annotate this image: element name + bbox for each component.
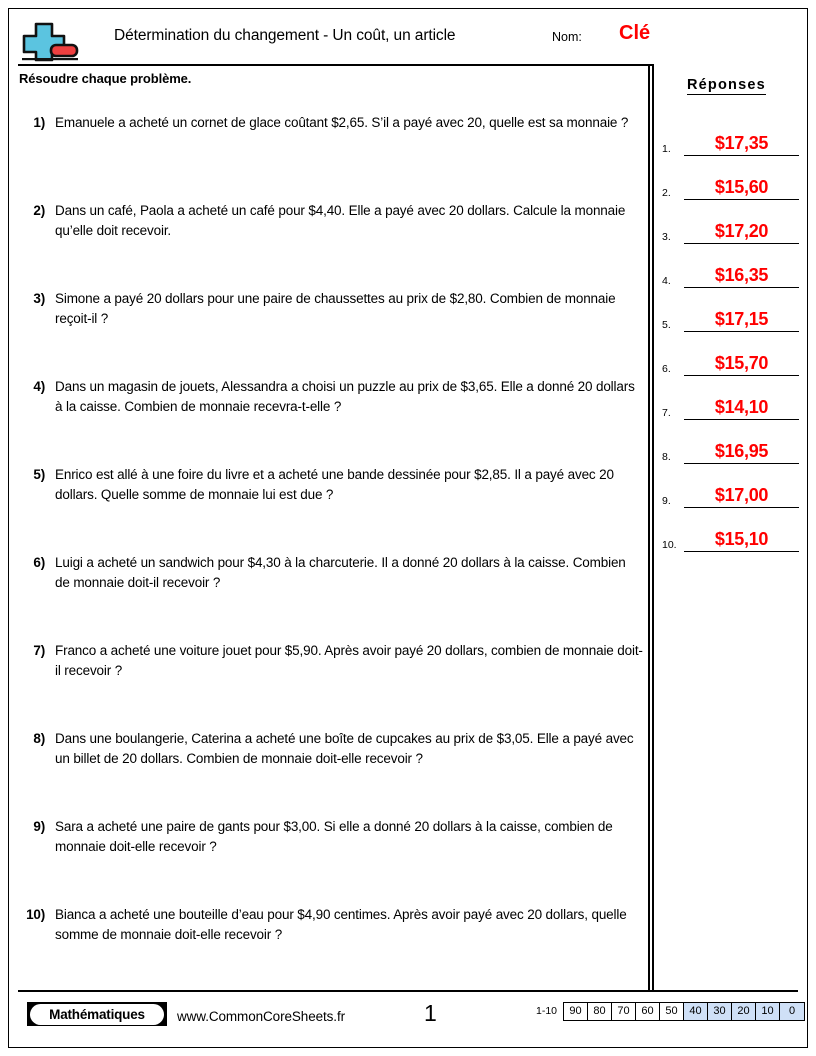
problem-text: Bianca a acheté une bouteille d’eau pour $4,90 centimes. Après avoir payé avec 20 dollars, quelle somme de monnaie doit-elle recevoir ? xyxy=(55,907,627,942)
problem-item xyxy=(25,289,643,328)
score-scale-cell[interactable]: 80 xyxy=(588,1003,612,1020)
website-url: www.CommonCoreSheets.fr xyxy=(177,1009,346,1024)
problem-text: Sara a acheté une paire de gants pour $3,00. Si elle a donné 20 dollars à la caisse, combien de monnaie doit-elle recevoir ? xyxy=(55,819,613,854)
problem-item xyxy=(25,641,643,680)
problem-number: 1) xyxy=(33,115,45,130)
score-scale-cell[interactable]: 90 xyxy=(564,1003,588,1020)
score-scale-cell[interactable]: 20 xyxy=(732,1003,756,1020)
problem-text: Dans un café, Paola a acheté un café pour $4,40. Elle a payé avec 20 dollars. Calcule la monnaie qu’elle doit recevoir. xyxy=(55,203,626,238)
name-label: Nom: xyxy=(552,30,582,44)
answer-blank[interactable] xyxy=(684,436,799,464)
problem-number: 3) xyxy=(33,291,45,306)
score-scale-cell[interactable]: 30 xyxy=(708,1003,732,1020)
problem-text: Luigi a acheté un sandwich pour $4,30 à la charcuterie. Il a donné 20 dollars à la caisse. Combien de monnaie doit-il recevoir ? xyxy=(55,555,626,590)
answer-row xyxy=(654,170,807,200)
answer-blank[interactable] xyxy=(684,172,799,200)
answer-number: 9. xyxy=(662,495,671,507)
page-title: Détermination du changement - Un coût, un article xyxy=(114,27,456,44)
problem-text: Emanuele a acheté un cornet de glace coûtant $2,65. S’il a payé avec 20, quelle est sa monnaie ? xyxy=(55,115,629,130)
problem-item xyxy=(25,817,643,856)
answer-row xyxy=(654,214,807,244)
answer-row xyxy=(654,390,807,420)
page-number: 1 xyxy=(424,1000,437,1026)
problem-item xyxy=(25,553,643,592)
problem-item xyxy=(25,905,643,944)
answer-number: 6. xyxy=(662,363,671,375)
problem-number: 9) xyxy=(33,819,45,834)
score-scale-cell[interactable]: 40 xyxy=(684,1003,708,1020)
answers-heading: Réponses xyxy=(687,77,766,93)
answer-blank[interactable] xyxy=(684,524,799,552)
problem-number: 2) xyxy=(33,203,45,218)
problem-item xyxy=(25,377,643,416)
answer-value: $16,95 xyxy=(714,441,769,461)
brand-label: Mathématiques xyxy=(30,1004,164,1025)
answer-blank[interactable] xyxy=(684,260,799,288)
problem-text: Enrico est allé à une foire du livre et a acheté une bande dessinée pour $2,85. Il a payé avec 20 dollars. Quelle somme de monnaie lui est due ? xyxy=(55,467,614,502)
answer-number: 1. xyxy=(662,143,671,155)
problem-text: Dans une boulangerie, Caterina a acheté une boîte de cupcakes au prix de $3,05. Elle a payé avec un billet de 20 dollars. Combien de monnaie doit-elle recevoir ? xyxy=(55,731,634,766)
answer-value: $15,70 xyxy=(714,353,769,373)
answer-number: 7. xyxy=(662,407,671,419)
answer-number: 2. xyxy=(662,187,671,199)
answer-row xyxy=(654,302,807,332)
answer-value: $15,60 xyxy=(714,177,769,197)
problem-number: 4) xyxy=(33,379,45,394)
problem-number: 10) xyxy=(26,907,45,922)
score-scale-cell[interactable]: 70 xyxy=(612,1003,636,1020)
answer-value: $16,35 xyxy=(714,265,769,285)
answer-blank[interactable] xyxy=(684,480,799,508)
worksheet-page xyxy=(8,8,808,1048)
problem-number: 7) xyxy=(33,643,45,658)
answer-blank[interactable] xyxy=(684,392,799,420)
score-scale-boxes xyxy=(563,1002,805,1021)
problem-number: 5) xyxy=(33,467,45,482)
answer-value: $17,15 xyxy=(714,309,769,329)
answer-value: $17,35 xyxy=(714,133,769,153)
answer-row xyxy=(654,258,807,288)
problem-item xyxy=(25,729,643,768)
problem-item xyxy=(25,465,643,504)
answers-column xyxy=(654,64,807,990)
answer-row xyxy=(654,522,807,552)
answer-blank[interactable] xyxy=(684,128,799,156)
answer-value: $17,00 xyxy=(714,485,769,505)
problem-number: 6) xyxy=(33,555,45,570)
answer-row xyxy=(654,478,807,508)
name-value[interactable]: Clé xyxy=(619,22,651,44)
header-divider xyxy=(18,64,654,66)
score-scale-cell[interactable]: 10 xyxy=(756,1003,780,1020)
problem-text: Franco a acheté une voiture jouet pour $5,90. Après avoir payé 20 dollars, combien de monnaie doit-il recevoir ? xyxy=(55,643,643,678)
answer-number: 3. xyxy=(662,231,671,243)
instructions-text: Résoudre chaque problème. xyxy=(19,71,192,86)
problem-item xyxy=(25,113,643,133)
score-scale-cell[interactable]: 50 xyxy=(660,1003,684,1020)
brand-badge xyxy=(27,1002,167,1026)
answer-number: 5. xyxy=(662,319,671,331)
score-scale-cell[interactable]: 0 xyxy=(780,1003,804,1020)
answer-blank[interactable] xyxy=(684,348,799,376)
score-scale-cell[interactable]: 60 xyxy=(636,1003,660,1020)
answer-blank[interactable] xyxy=(684,216,799,244)
score-scale xyxy=(536,1002,805,1021)
score-scale-label: 1-10 xyxy=(536,1005,558,1017)
footer-divider xyxy=(18,990,798,992)
problem-text: Dans un magasin de jouets, Alessandra a choisi un puzzle au prix de $3,65. Elle a donné 20 dollars à la caisse. Combien de monnaie recevra-t-elle ? xyxy=(55,379,635,414)
answer-row xyxy=(654,346,807,376)
answer-value: $17,20 xyxy=(714,221,769,241)
answer-number: 8. xyxy=(662,451,671,463)
answer-blank[interactable] xyxy=(684,304,799,332)
answer-row xyxy=(654,434,807,464)
answer-row xyxy=(654,126,807,156)
answer-value: $14,10 xyxy=(714,397,769,417)
answer-value: $15,10 xyxy=(714,529,769,549)
plus-minus-logo-icon xyxy=(18,21,80,63)
answer-number: 10. xyxy=(662,539,677,551)
answer-number: 4. xyxy=(662,275,671,287)
problem-number: 8) xyxy=(33,731,45,746)
problem-item xyxy=(25,201,643,240)
problem-text: Simone a payé 20 dollars pour une paire de chaussettes au prix de $2,80. Combien de monnaie reçoit-il ? xyxy=(55,291,616,326)
